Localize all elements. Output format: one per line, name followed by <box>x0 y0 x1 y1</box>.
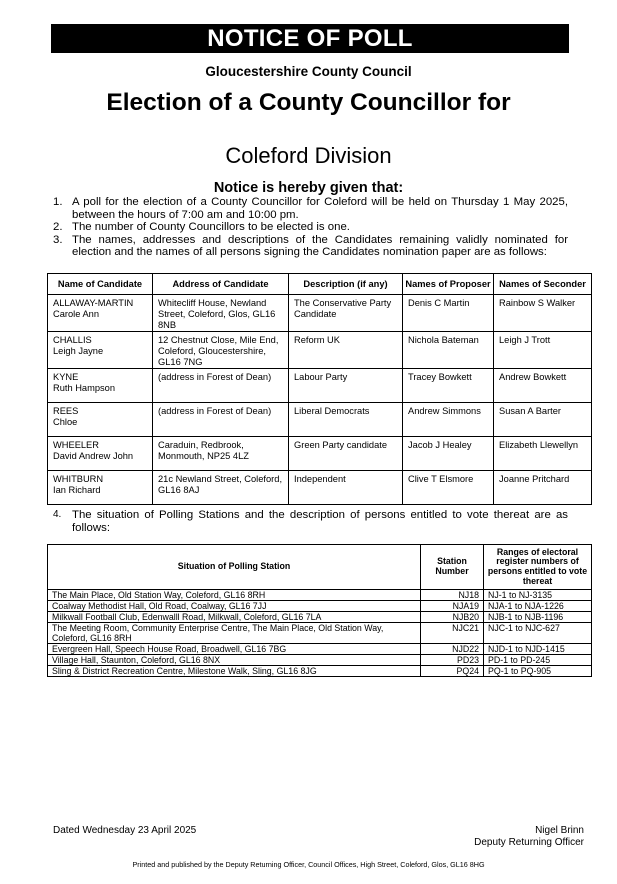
candidate-surname: WHITBURN <box>53 474 104 484</box>
table-header-row <box>48 545 592 590</box>
station-number: NJB20 <box>421 612 484 623</box>
item-number: 4. <box>53 509 62 520</box>
candidate-address: Caraduin, Redbrook, Monmouth, NP25 4LZ <box>153 437 289 471</box>
table-row <box>48 369 592 403</box>
table-row <box>48 437 592 471</box>
column-header: Address of Candidate <box>153 274 289 295</box>
proposer-name: Tracey Bowkett <box>403 369 494 403</box>
notice-item <box>53 233 568 259</box>
register-range: NJC-1 to NJC-627 <box>484 623 592 644</box>
table-row <box>48 623 592 644</box>
notice-item <box>53 221 568 234</box>
candidate-address: 21c Newland Street, Coleford, GL16 8AJ <box>153 471 289 505</box>
station-situation: Evergreen Hall, Speech House Road, Broadwell, GL16 7BG <box>48 644 421 655</box>
column-header: Names of Proposer <box>403 274 494 295</box>
candidate-name-cell <box>48 332 153 369</box>
station-number: PQ24 <box>421 666 484 677</box>
register-range: NJ-1 to NJ-3135 <box>484 590 592 601</box>
candidate-forenames: Ruth Hampson <box>53 383 116 393</box>
seconder-name: Elizabeth Llewellyn <box>494 437 592 471</box>
candidate-name-cell <box>48 369 153 403</box>
column-header: Station Number <box>421 545 484 590</box>
candidate-address: 12 Chestnut Close, Mile End, Coleford, Gloucestershire, GL16 7NG <box>153 332 289 369</box>
seconder-name: Leigh J Trott <box>494 332 592 369</box>
station-situation: Sling & District Recreation Centre, Milestone Walk, Sling, GL16 8JG <box>48 666 421 677</box>
item-number: 2. <box>53 221 63 233</box>
item-number: 3. <box>53 233 63 246</box>
candidate-description: Reform UK <box>289 332 403 369</box>
candidate-surname: ALLAWAY-MARTIN <box>53 298 134 308</box>
column-header: Names of Seconder <box>494 274 592 295</box>
candidate-address: (address in Forest of Dean) <box>153 403 289 437</box>
item-text: The names, addresses and descriptions of the Candidates remaining validly nominated for election and the names of all persons signing the Candidates nomination paper are as follows: <box>72 233 568 258</box>
proposer-name: Andrew Simmons <box>403 403 494 437</box>
register-range: PD-1 to PD-245 <box>484 655 592 666</box>
station-situation: The Main Place, Old Station Way, Coleford, GL16 8RH <box>48 590 421 601</box>
candidate-address: (address in Forest of Dean) <box>153 369 289 403</box>
table-row <box>48 471 592 505</box>
station-situation: Milkwall Football Club, Edenwalll Road, Milkwall, Coleford, GL16 7LA <box>48 612 421 623</box>
notice-item-polling-stations <box>53 509 568 534</box>
polling-stations-table <box>47 544 592 677</box>
item-text: A poll for the election of a County Councillor for Coleford will be held on Thursday 1 May 2025, between the hours of 7:00 am and 10:00 pm. <box>72 196 568 221</box>
table-header-row <box>48 274 592 295</box>
notice-heading: Notice is hereby given that: <box>213 180 404 196</box>
candidate-forenames: Leigh Jayne <box>53 346 104 356</box>
seconder-name: Rainbow S Walker <box>494 295 592 332</box>
proposer-name: Nichola Bateman <box>403 332 494 369</box>
column-header: Name of Candidate <box>48 274 153 295</box>
candidate-surname: CHALLIS <box>53 335 92 345</box>
candidate-name-cell <box>48 471 153 505</box>
station-situation: The Meeting Room, Community Enterprise Centre, The Main Place, Old Station Way, Coleford, GL16 8RH <box>48 623 421 644</box>
register-range: PQ-1 to PQ-905 <box>484 666 592 677</box>
table-row <box>48 655 592 666</box>
table-row <box>48 590 592 601</box>
station-number: NJ18 <box>421 590 484 601</box>
column-header: Ranges of electoral register numbers of persons entitled to vote thereat <box>484 545 592 590</box>
candidate-description: Green Party candidate <box>289 437 403 471</box>
table-row <box>48 644 592 655</box>
proposer-name: Clive T Elsmore <box>403 471 494 505</box>
notice-item <box>53 196 568 221</box>
candidate-description: Independent <box>289 471 403 505</box>
table-row <box>48 295 592 332</box>
candidate-description: Labour Party <box>289 369 403 403</box>
station-situation: Coalway Methodist Hall, Old Road, Coalway, GL16 7JJ <box>48 601 421 612</box>
seconder-name: Andrew Bowkett <box>494 369 592 403</box>
table-row <box>48 403 592 437</box>
item-text: The number of County Councillors to be elected is one. <box>72 221 350 233</box>
register-range: NJB-1 to NJB-1196 <box>484 612 592 623</box>
candidates-table <box>47 273 592 505</box>
candidate-forenames: Ian Richard <box>53 485 101 495</box>
station-situation: Village Hall, Staunton, Coleford, GL16 8NX <box>48 655 421 666</box>
candidate-name-cell <box>48 295 153 332</box>
table-row <box>48 601 592 612</box>
candidate-description: The Conservative Party Candidate <box>289 295 403 332</box>
election-title: Election of a County Councillor for <box>106 89 511 116</box>
column-header: Description (if any) <box>289 274 403 295</box>
candidate-description: Liberal Democrats <box>289 403 403 437</box>
item-number: 1. <box>53 196 63 208</box>
station-number: NJA19 <box>421 601 484 612</box>
register-range: NJD-1 to NJD-1415 <box>484 644 592 655</box>
candidate-surname: WHEELER <box>53 440 99 450</box>
notice-items-list <box>53 196 568 259</box>
proposer-name: Denis C Martin <box>403 295 494 332</box>
seconder-name: Susan A Barter <box>494 403 592 437</box>
seconder-name: Joanne Pritchard <box>494 471 592 505</box>
column-header: Situation of Polling Station <box>48 545 421 590</box>
station-number: NJC21 <box>421 623 484 644</box>
station-number: PD23 <box>421 655 484 666</box>
register-range: NJA-1 to NJA-1226 <box>484 601 592 612</box>
signature-block <box>474 825 584 849</box>
item-text: The situation of Polling Stations and the description of persons entitled to vote thereat are as follows: <box>72 509 568 534</box>
notice-of-poll-banner: NOTICE OF POLL <box>51 24 569 53</box>
printed-by-footer: Printed and published by the Deputy Returning Officer, Council Offices, High Street, Coleford, Glos, GL16 8HG <box>132 860 485 869</box>
candidate-name-cell <box>48 437 153 471</box>
candidate-forenames: Chloe <box>53 417 78 427</box>
candidate-forenames: Carole Ann <box>53 309 99 319</box>
table-row <box>48 666 592 677</box>
proposer-name: Jacob J Healey <box>403 437 494 471</box>
table-row <box>48 612 592 623</box>
council-name: Gloucestershire County Council <box>205 64 412 79</box>
division-name: Coleford Division <box>225 143 392 168</box>
candidate-name-cell <box>48 403 153 437</box>
dated-line: Dated Wednesday 23 April 2025 <box>53 825 197 836</box>
candidate-surname: KYNE <box>53 372 79 382</box>
signatory-name: Nigel Brinn <box>535 825 584 836</box>
candidate-address: Whitecliff House, Newland Street, Coleford, Glos, GL16 8NB <box>153 295 289 332</box>
candidate-surname: REES <box>53 406 79 416</box>
signatory-title: Deputy Returning Officer <box>474 837 584 848</box>
table-row <box>48 332 592 369</box>
candidate-forenames: David Andrew John <box>53 451 134 461</box>
station-number: NJD22 <box>421 644 484 655</box>
